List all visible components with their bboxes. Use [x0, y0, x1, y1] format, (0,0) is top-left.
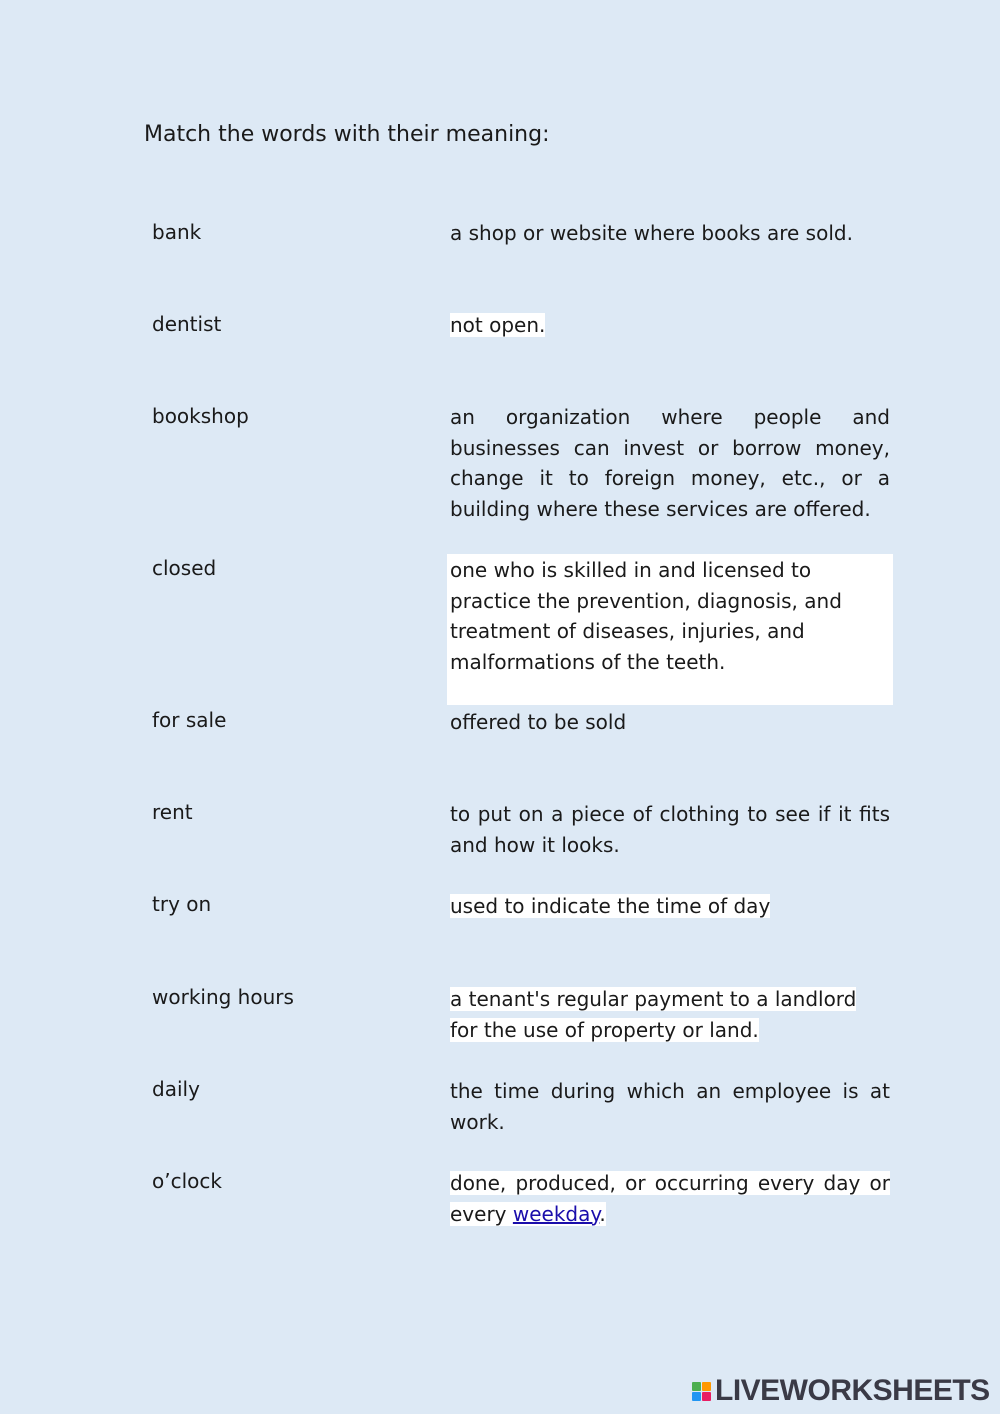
definition-text: offered to be sold [450, 710, 627, 734]
word-rent: rent [152, 800, 193, 824]
definition-text: the time during which an employee is at work. [450, 1079, 890, 1134]
definition-item [450, 707, 890, 738]
word-working-hours: working hours [152, 985, 294, 1009]
definition-item [450, 1168, 890, 1229]
word-dentist: dentist [152, 312, 222, 336]
word-bank: bank [152, 220, 202, 244]
definition-text: a shop or website where books are sold. [450, 221, 853, 245]
definition-text [450, 1171, 890, 1226]
definition-text: a tenant's regular payment to a landlord for the use of property or land. [450, 987, 857, 1042]
definition-text-suffix: . [599, 1201, 606, 1226]
page-title: Match the words with their meaning: [144, 122, 550, 147]
definition-item [450, 891, 890, 922]
word-try-on: try on [152, 892, 212, 916]
logo-square [702, 1392, 711, 1401]
liveworksheets-logo-icon [692, 1382, 711, 1401]
word-oclock: o’clock [152, 1169, 222, 1193]
definition-text: used to indicate the time of day [450, 894, 771, 918]
definition-item [450, 218, 890, 249]
liveworksheets-logo [692, 1374, 990, 1408]
definition-text-prefix: done, produced, or occurring every day or every [450, 1171, 890, 1226]
definition-item [450, 799, 890, 860]
definition-text: an organization where people and businesses can invest or borrow money, change it to foreign money, etc., or a building where these services are offered. [450, 405, 890, 521]
logo-square [692, 1392, 701, 1401]
definition-text: not open. [450, 313, 546, 337]
definition-text: to put on a piece of clothing to see if it fits and how it looks. [450, 802, 890, 857]
logo-square [702, 1382, 711, 1391]
definition-item [450, 555, 850, 677]
word-for-sale: for sale [152, 708, 227, 732]
weekday-link[interactable]: weekday [512, 1201, 600, 1226]
logo-text: LIVEWORKSHEETS [715, 1374, 990, 1407]
definition-item [450, 402, 890, 524]
logo-square [692, 1382, 701, 1391]
word-daily: daily [152, 1077, 200, 1101]
word-bookshop: bookshop [152, 404, 249, 428]
definition-item [450, 984, 890, 1045]
definition-item [450, 1076, 890, 1137]
definition-text: one who is skilled in and licensed to practice the prevention, diagnosis, and treatment of diseases, injuries, and malformations of the teeth. [450, 558, 842, 674]
definition-item [450, 310, 890, 341]
word-closed: closed [152, 556, 217, 580]
